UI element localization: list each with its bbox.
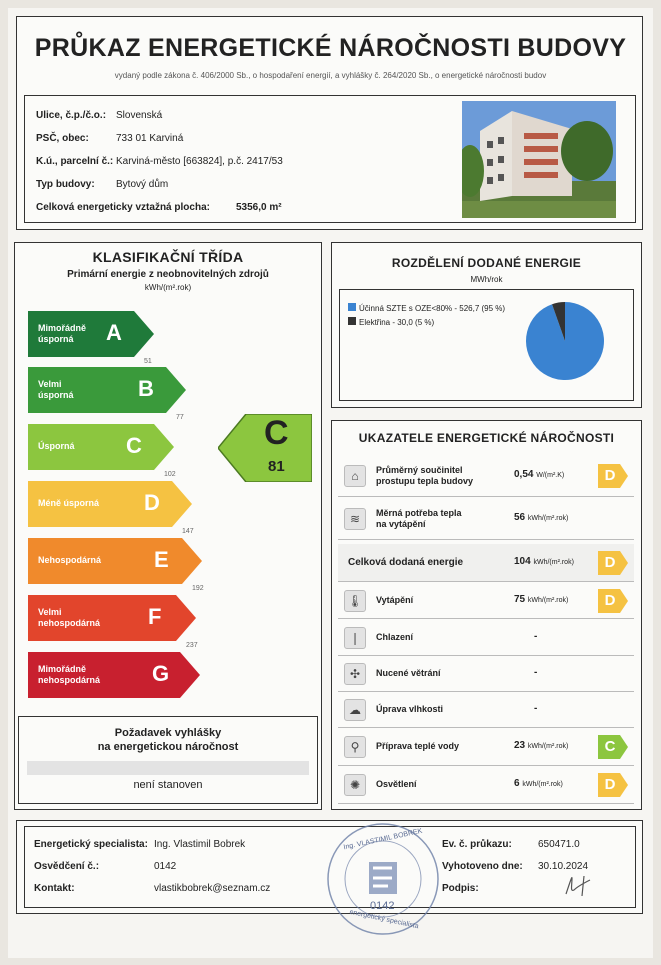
class-name-line2: nehospodárná — [38, 618, 101, 628]
stamp-number: 0142 — [370, 900, 395, 912]
indicator-badge — [598, 551, 628, 575]
signature — [560, 872, 600, 898]
requirement-title-line2: na energetickou náročnost — [97, 741, 239, 753]
indicator-number: 23 — [514, 740, 526, 751]
class-threshold: 102 — [164, 471, 176, 478]
indicator-label-line1: Osvětlení — [376, 779, 417, 789]
contact-value: vlastikbobrek@seznam.cz — [154, 883, 271, 894]
building-photo — [462, 101, 616, 218]
indicator-label-line1: Měrná potřeba tepla — [376, 508, 462, 518]
house-icon: ⌂ — [344, 465, 366, 487]
thermo-hot-icon: 🌡 — [344, 590, 366, 612]
indicator-value — [534, 667, 537, 678]
indicator-label — [376, 465, 473, 487]
legend-swatch-0 — [348, 303, 356, 311]
class-name-a — [38, 323, 86, 345]
thermo-cold-icon: ❘ — [344, 627, 366, 649]
indicator-number: - — [534, 667, 538, 678]
indicator-number: 0,54 — [514, 469, 534, 480]
indicator-row — [338, 583, 634, 619]
class-letter-e: E — [154, 547, 169, 572]
indicator-label — [376, 779, 417, 790]
indicator-unit: kWh/(m².rok) — [527, 743, 569, 750]
indicator-row — [338, 728, 634, 766]
indicator-value — [514, 594, 568, 605]
class-name-line1: Úsporná — [38, 441, 75, 451]
class-name-line1: Méně úsporná — [38, 498, 100, 508]
indicator-row — [338, 498, 634, 540]
indicator-badge — [598, 464, 628, 488]
indicator-number: 104 — [514, 556, 531, 567]
class-letter-g: G — [152, 661, 170, 686]
area-value: 5356,0 m² — [236, 202, 282, 213]
class-threshold: 147 — [182, 528, 194, 535]
indicator-label-line2: prostupu tepla budovy — [376, 476, 474, 486]
legend-label-0: Účinná SZTE s OZE<80% - 526,7 (95 %) — [359, 304, 506, 313]
classification-title: KLASIFIKAČNÍ TŘÍDA — [92, 249, 244, 265]
date-label: Vyhotoveno dne: — [442, 861, 523, 872]
legend-label-1: Elektřina - 30,0 (5 %) — [359, 318, 435, 327]
class-name-line1: Mimořádně — [38, 323, 87, 333]
class-name-line2: úsporná — [38, 334, 74, 344]
class-name-line1: Velmi — [38, 607, 62, 617]
class-name-d — [38, 498, 99, 509]
class-letter-b: B — [138, 376, 154, 401]
indicator-label-line1: Vytápění — [376, 595, 414, 605]
bulb-icon: ✺ — [344, 774, 366, 796]
indicator-badge — [598, 589, 628, 613]
cert-value: 0142 — [154, 861, 177, 872]
indicator-value — [514, 512, 568, 523]
indicator-label-line1: Chlazení — [376, 632, 414, 642]
class-arrow-g — [28, 652, 200, 698]
ku-value: Karviná-město [663824], p.č. 2417/53 — [116, 156, 283, 167]
indicator-number: 75 — [514, 594, 526, 605]
requirement-divider — [27, 761, 309, 775]
cert-label: Osvědčení č.: — [34, 861, 100, 872]
indicator-unit: kWh/(m².rok) — [522, 781, 563, 788]
contact-label: Kontakt: — [34, 883, 75, 894]
ev-label: Ev. č. průkazu: — [442, 839, 512, 850]
indicator-badge — [598, 773, 628, 797]
classification-subtitle: Primární energie z neobnovitelných zdrojů — [67, 269, 269, 280]
legend-swatch-1 — [348, 317, 356, 325]
stamp-text-top: Ing. VLASTIMIL BOBREK — [343, 827, 423, 852]
ku-label: K.ú., parcelní č.: — [36, 156, 114, 167]
indicator-badge-letter: D — [604, 554, 616, 571]
ev-row — [442, 839, 580, 850]
indicator-label-line1: Průměrný součinitel — [376, 465, 463, 475]
indicator-label-line1: Příprava teplé vody — [376, 741, 460, 751]
psc-label: PSČ, obec: — [36, 133, 89, 144]
class-arrow-e — [28, 538, 202, 584]
indicator-label-line2: na vytápění — [376, 519, 426, 529]
heat-icon: ≋ — [344, 508, 366, 530]
distribution-unit: MWh/rok — [470, 275, 503, 284]
humidity-icon: ☁ — [344, 699, 366, 721]
indicator-label — [376, 704, 443, 715]
class-threshold: 237 — [186, 642, 198, 649]
indicator-unit: W/(m².K) — [536, 472, 565, 479]
indicator-row — [338, 544, 634, 582]
indicator-label — [376, 595, 413, 606]
stamp-text-bottom: energetický specialista — [348, 908, 420, 931]
legend-item-1 — [348, 317, 434, 327]
indicator-number: - — [534, 703, 538, 714]
result-letter: C — [264, 414, 289, 452]
legend-item-0 — [348, 303, 505, 313]
ev-value: 650471.0 — [538, 839, 580, 850]
requirement-box — [18, 716, 318, 804]
class-name-e — [38, 555, 101, 566]
indicator-row — [338, 455, 634, 497]
contact-row — [34, 883, 271, 894]
indicator-row — [338, 620, 634, 656]
energy-pie-chart — [524, 300, 606, 382]
classification-unit: kWh/(m².rok) — [144, 283, 192, 292]
requirement-title-line1: Požadavek vyhlášky — [114, 727, 222, 739]
street-label: Ulice, č.p./č.o.: — [36, 110, 107, 121]
result-value: 81 — [268, 458, 285, 475]
indicator-badge-letter: D — [604, 776, 616, 793]
class-name-b — [38, 379, 74, 401]
class-letter-a: A — [106, 320, 122, 345]
class-name-f — [38, 607, 100, 629]
indicator-label-line1: Úprava vlhkosti — [376, 704, 444, 714]
type-label: Typ budovy: — [36, 179, 95, 190]
class-name-g — [38, 664, 100, 686]
sign-label: Podpis: — [442, 883, 479, 894]
indicator-number: 56 — [514, 512, 526, 523]
indicator-row — [338, 656, 634, 692]
indicator-label — [376, 508, 462, 530]
class-name-line1: Nehospodárná — [38, 555, 102, 565]
indicator-badge — [598, 735, 628, 759]
class-name-line2: úsporná — [38, 390, 74, 400]
indicators-title: UKAZATELE ENERGETICKÉ NÁROČNOSTI — [358, 431, 615, 445]
indicator-label-line1: Celková dodaná energie — [348, 557, 464, 568]
class-threshold: 51 — [144, 358, 152, 365]
indicator-number: - — [534, 631, 538, 642]
specialist-row — [34, 839, 246, 850]
date-value: 30.10.2024 — [538, 861, 589, 872]
class-name-line2: nehospodárná — [38, 675, 101, 685]
cert-row — [34, 861, 177, 872]
class-arrow-c — [28, 424, 174, 470]
requirement-value: není stanoven — [133, 779, 203, 791]
class-name-c — [38, 441, 75, 452]
class-arrow-b — [28, 367, 186, 413]
indicator-unit: kWh/(m².rok) — [527, 515, 569, 522]
distribution-title: ROZDĚLENÍ DODANÉ ENERGIE — [391, 256, 582, 270]
class-arrow-a — [28, 311, 154, 357]
class-name-line1: Velmi — [38, 379, 62, 389]
indicator-label — [376, 632, 413, 643]
indicator-badge-letter: D — [604, 592, 616, 609]
indicator-value — [534, 631, 537, 642]
indicator-row — [338, 766, 634, 804]
class-threshold: 77 — [176, 414, 184, 421]
indicator-value — [514, 778, 563, 789]
indicator-number: 6 — [514, 778, 520, 789]
indicator-label — [348, 557, 463, 568]
class-letter-d: D — [144, 490, 160, 515]
tap-icon: ⚲ — [344, 736, 366, 758]
indicator-unit: kWh/(m².rok) — [527, 597, 569, 604]
indicator-label — [376, 741, 459, 752]
indicator-value — [534, 703, 537, 714]
indicator-value — [514, 469, 564, 480]
indicator-label-line1: Nucené větrání — [376, 668, 441, 678]
page-subtitle: vydaný podle zákona č. 406/2000 Sb., o hospodaření energií, a vyhlášky č. 264/2020 Sb., o energetické náročnosti budov — [114, 71, 547, 80]
indicator-row — [338, 692, 634, 728]
class-name-line1: Mimořádně — [38, 664, 87, 674]
indicator-badge-letter: C — [604, 738, 616, 755]
indicator-unit: kWh/(m².rok) — [533, 559, 574, 566]
indicator-badge-letter: D — [604, 467, 616, 484]
street-value: Slovenská — [116, 110, 163, 121]
class-letter-c: C — [126, 433, 142, 458]
psc-value: 733 01 Karviná — [116, 133, 184, 144]
result-arrow — [218, 414, 312, 482]
indicator-value — [514, 556, 574, 567]
indicator-value — [514, 740, 568, 751]
sign-row — [442, 883, 479, 894]
class-letter-f: F — [148, 604, 162, 629]
indicator-label — [376, 668, 441, 679]
page-title: PRŮKAZ ENERGETICKÉ NÁROČNOSTI BUDOVY — [34, 34, 627, 62]
date-row — [442, 861, 589, 872]
specialist-stamp — [324, 820, 442, 938]
specialist-label: Energetický specialista: — [34, 839, 148, 850]
type-value: Bytový dům — [116, 179, 169, 190]
fan-icon: ✣ — [344, 663, 366, 685]
class-arrow-f — [28, 595, 196, 641]
specialist-value: Ing. Vlastimil Bobrek — [154, 839, 246, 850]
area-label: Celková energeticky vztažná plocha: — [36, 202, 210, 213]
class-arrow-d — [28, 481, 192, 527]
class-threshold: 192 — [192, 585, 204, 592]
